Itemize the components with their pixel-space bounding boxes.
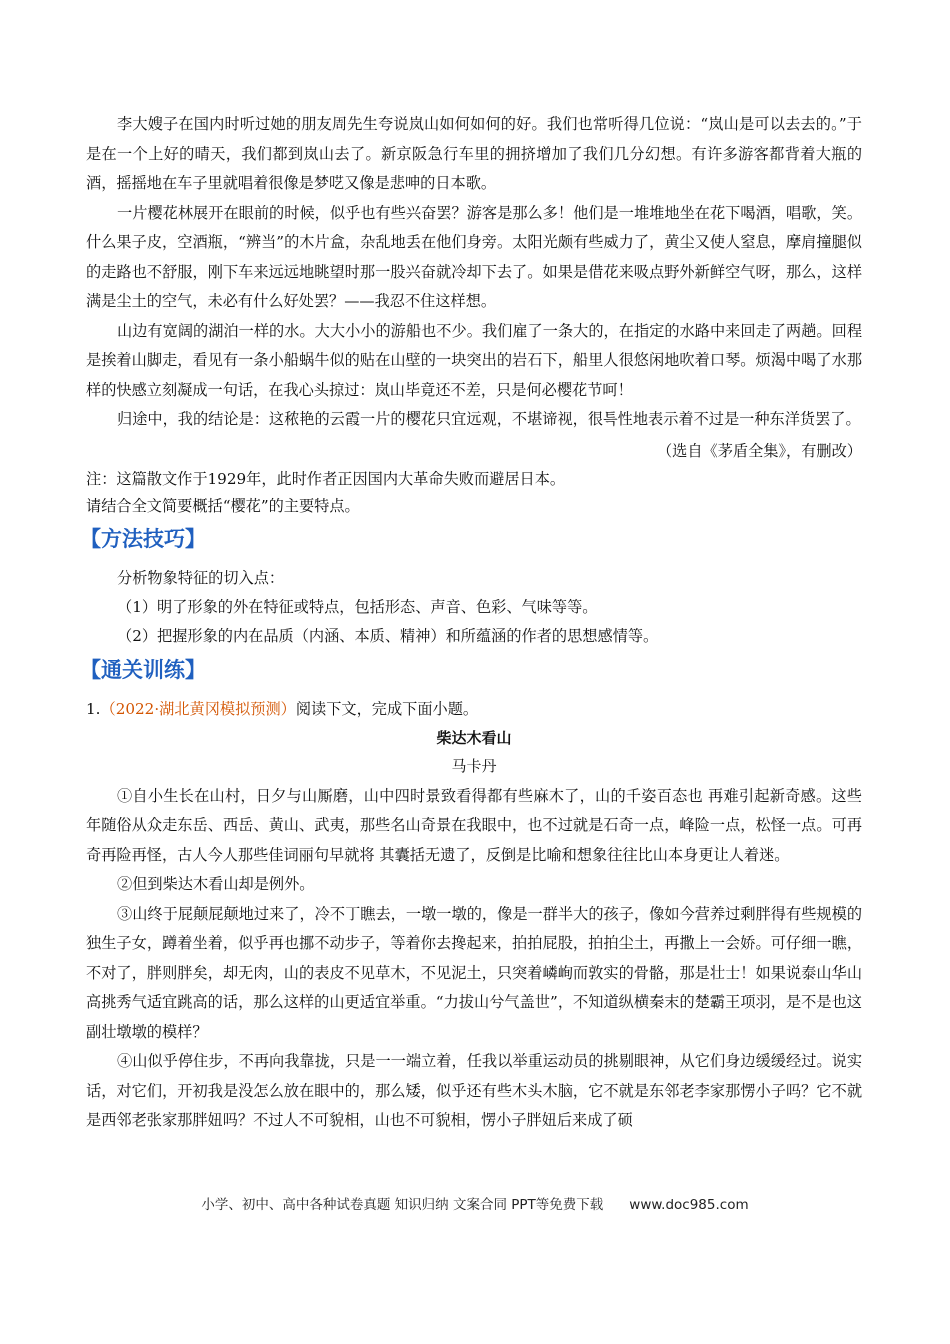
article-paragraph-3: ③山终于屁颠屁颠地过来了，冷不丁瞧去，一墩一墩的，像是一群半大的孩子，像如今营养过剩胖得有些规模的独生子女，蹲着坐着，似乎再也挪不动步子，等着你去搀起来，拍拍屁股，拍拍尘土，再撒上一会娇。可仔细一瞧，不对了，胖则胖矣，却无肉，山的表皮不见草木，不见泥土，只突着嶙峋而敦实的骨骼，那是壮士！如果说泰山华山高挑秀气适宜跳高的话，那么这样的山更适宜举重。“力拔山兮气盖世”，不知道纵横秦末的楚霸王项羽，是不是也这副壮墩墩的模样？ — [86, 904, 862, 1041]
training-section — [80, 653, 862, 1136]
passage-paragraph-3: 山边有宽阔的湖泊一样的水。大大小小的游船也不少。我们雇了一条大的，在指定的水路中来回走了两趟。回程是挨着山脚走，看见有一条小船蜗牛似的贴在山壁的一块突出的岩石下，船里人很悠闲地吹着口琴。烦渴中喝了水那样的快感立刻凝成一句话，在我心头掠过：岚山毕竟还不差，只是何必樱花节呵！ — [86, 321, 862, 399]
method-intro: 分析物象特征的切入点： — [117, 568, 285, 587]
method-heading: 【方法技巧】 — [80, 526, 206, 551]
passage-paragraph-4: 归途中，我的结论是：这秾艳的云霞一片的樱花只宜远观，不堪谛视，很특性地表示着不过是一种东洋货罢了。 — [117, 410, 861, 428]
page-footer — [0, 1193, 950, 1213]
footer-text: 小学、初中、高中各种试卷真题 知识归纳 文案合同 PPT等免费下载 — [201, 1197, 604, 1213]
article-title: 柴达木看山 — [436, 728, 512, 747]
article-paragraph-4: ④山似乎停住步，不再向我靠拢，只是一一端立着，任我以举重运动员的挑剔眼神，从它们身边缓缓经过。说实话，对它们，开初我是没怎么放在眼中的，那么矮，似乎还有些木头木脑，它不就是东邻老李家那愣小子吗？它不就是西邻老张家那胖妞吗？不过人不可貌相，山也不可貌相，愣小子胖妞后来成了硕 — [86, 1052, 862, 1129]
footer-url[interactable]: www.doc985.com — [629, 1197, 749, 1213]
article-author: 马卡丹 — [451, 756, 497, 775]
question-source-tag[interactable]: （2022·湖北黄冈模拟预测） — [100, 699, 296, 718]
passage-section — [86, 110, 862, 520]
document-page — [80, 110, 862, 1136]
passage-paragraph-2: 一片樱花林展开在眼前的时候，似乎也有些兴奋罢？游客是那么多！他们是一堆堆地坐在花下喝酒，唱歌，笑。什么果子皮，空酒瓶，“辨当”的木片盒，杂乱地丢在他们身旁。太阳光颇有些威力了，黄尘又使人窒息，摩肩撞腿似的走路也不舒服，刚下车来远远地眺望时那一股兴奋就冷却下去了。如果是借花来吸点野外新鲜空气呀，那么，这样满是尘土的空气，未必有什么好处罢？——我忍不住这样想。 — [86, 203, 862, 310]
method-point-2: （2）把握形象的内在品质（内涵、本质、精神）和所蕴涵的作者的思想感情等。 — [117, 626, 659, 645]
method-point-1: （1）明了形象的外在特征或特点，包括形态、声音、色彩、气味等等。 — [117, 597, 598, 616]
passage-note: 注：这篇散文作于1929年，此时作者正因国内大革命失败而避居日本。 — [86, 469, 566, 488]
method-section — [80, 522, 862, 651]
passage-paragraph-1: 李大嫂子在国内时听过她的朋友周先生夸说岚山如何如何的好。我们也常听得几位说：“岚山是可以去去的。”于是在一个上好的晴天，我们都到岚山去了。新京阪急行车里的拥挤增加了我们几分幻想。有许多游客都背着大瓶的酒，摇摇地在车子里就唱着很像是梦呓又像是悲呻的日本歌。 — [86, 115, 862, 192]
passage-source: （选自《茅盾全集》，有删改） — [656, 441, 862, 460]
article-paragraph-2: ②但到柴达木看山却是例外。 — [117, 875, 315, 893]
article-paragraph-1: ①自小生长在山村，日夕与山厮磨，山中四时景致看得都有些麻木了，山的千姿百态也 再难引起新奇感。这些年随俗从众走东岳、西岳、黄山、武夷，那些名山奇景在我眼中，也不过就是石奇一点，峰险一点，松怪一点。可再奇再险再怪，古人今人那些佳词丽句早就将 其囊括无遗了，反倒是比喻和想象往往比山本身更让人着迷。 — [86, 786, 862, 864]
question-line — [86, 695, 862, 724]
training-heading: 【通关训练】 — [80, 657, 206, 682]
question-text: 阅读下文，完成下面小题。 — [295, 699, 479, 718]
passage-question: 请结合全文简要概括“樱花”的主要特点。 — [86, 496, 360, 515]
question-number: 1. — [86, 699, 101, 718]
